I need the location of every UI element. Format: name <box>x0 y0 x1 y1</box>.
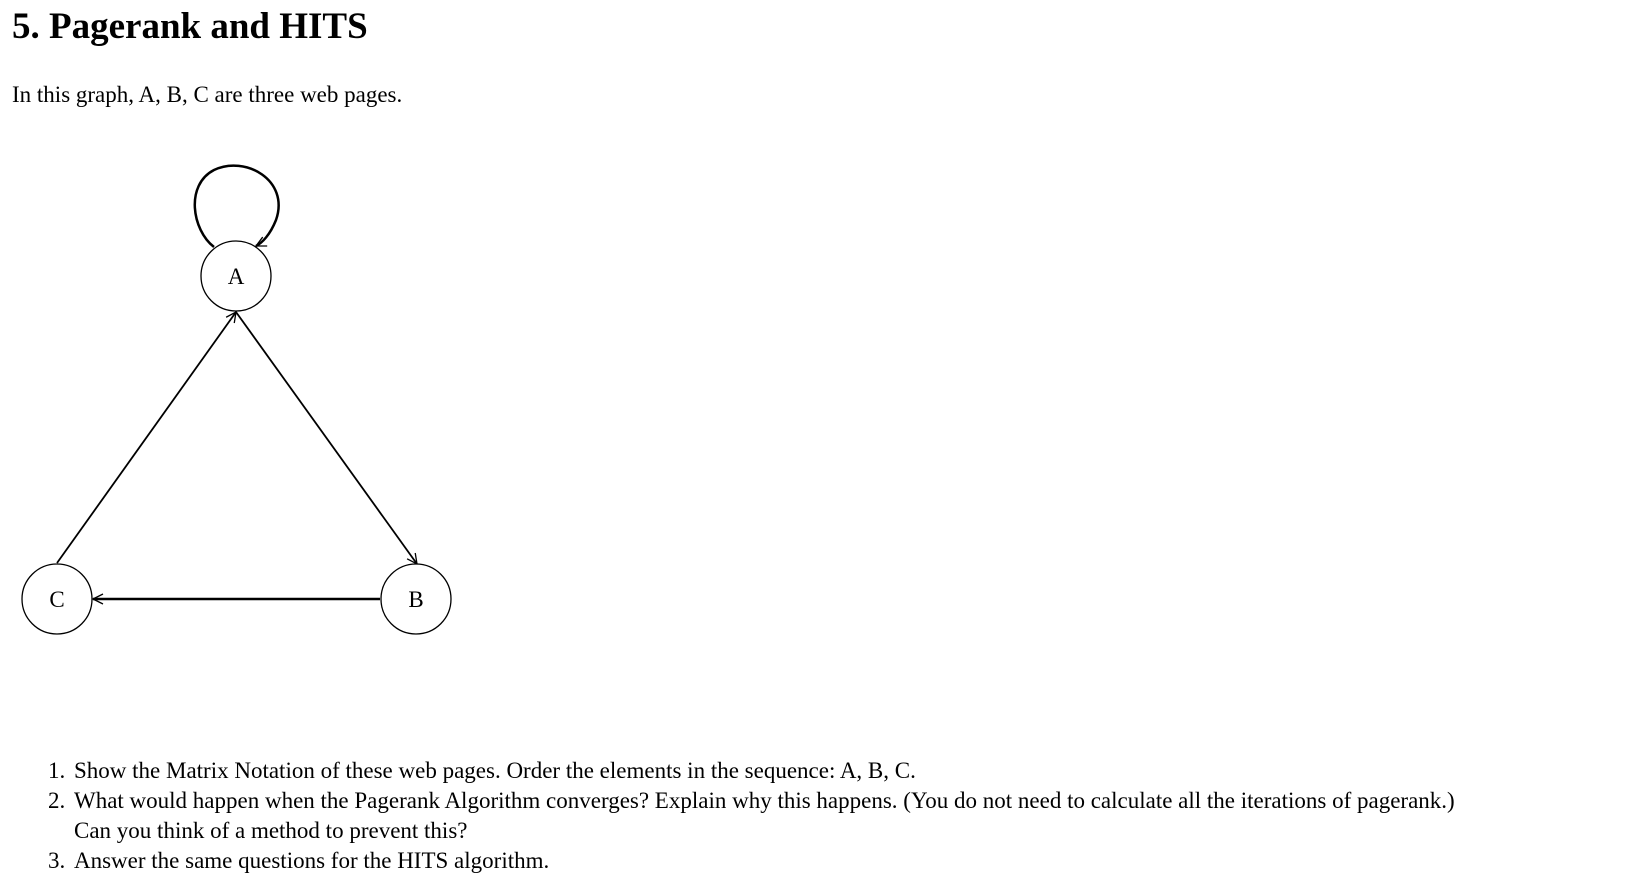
question-number: 1. <box>48 758 66 783</box>
question-item <box>48 756 1628 786</box>
edge-a-to-a <box>195 166 279 247</box>
pagerank-graph <box>0 0 520 700</box>
question-text: Show the Matrix Notation of these web pages. Order the elements in the sequence: A, B, C. <box>74 758 916 783</box>
page-title: 5. Pagerank and HITS <box>12 6 368 47</box>
edge-a-to-b <box>236 312 417 564</box>
question-item <box>48 846 1628 876</box>
node-c-label: C <box>49 587 65 612</box>
edge-c-to-a <box>57 312 236 563</box>
question-list <box>48 756 1628 876</box>
question-number: 3. <box>48 848 66 873</box>
question-continuation: Can you think of a method to prevent this? <box>74 818 468 843</box>
intro-text: In this graph, A, B, C are three web pages. <box>12 82 403 107</box>
node-b-label: B <box>408 587 424 612</box>
question-number: 2. <box>48 788 66 813</box>
question-item <box>48 786 1628 846</box>
node-b <box>381 564 451 634</box>
node-a-label: A <box>227 264 245 289</box>
question-text: Answer the same questions for the HITS algorithm. <box>74 848 550 873</box>
node-c <box>22 564 92 634</box>
node-a <box>201 241 271 311</box>
question-text: What would happen when the Pagerank Algorithm converges? Explain why this happens. (You do not need to calculate all the iterations of pagerank.) <box>74 788 1455 813</box>
